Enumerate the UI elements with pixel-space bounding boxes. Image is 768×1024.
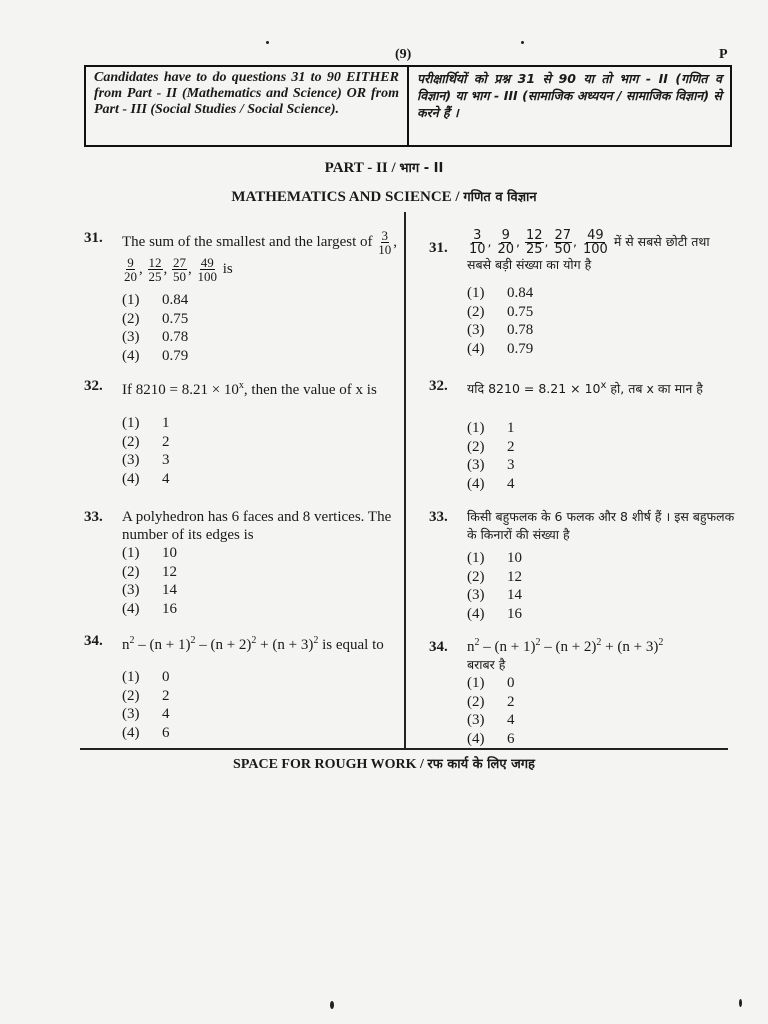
option-value: 0.75 xyxy=(507,303,534,320)
numerator: 9 xyxy=(127,255,134,270)
question-stem xyxy=(467,377,737,398)
option-label: (1) xyxy=(122,292,140,308)
option-value: 0.79 xyxy=(162,347,189,364)
expression xyxy=(467,639,663,655)
option xyxy=(467,340,533,359)
fraction xyxy=(197,256,219,283)
option-label: (1) xyxy=(122,669,140,685)
option-value: 3 xyxy=(162,452,170,468)
subject-title xyxy=(0,187,768,206)
bottom-rule xyxy=(80,748,728,750)
numerator: 27 xyxy=(173,255,186,270)
separator: , xyxy=(573,234,581,249)
option xyxy=(467,730,515,749)
exponent: 2 xyxy=(535,637,541,648)
numerator: 12 xyxy=(148,255,162,270)
part-title-hindi: भाग - II xyxy=(399,161,444,176)
option xyxy=(122,451,170,470)
option-label: (4) xyxy=(467,340,485,357)
question-number: 33. xyxy=(84,509,103,525)
option-label: (4) xyxy=(467,605,485,622)
part-title xyxy=(0,158,768,177)
question-stem: किसी बहुफलक के 6 फलक और 8 शीर्ष हैं । इस बहुफलक के किनारों की संख्या है xyxy=(467,509,735,542)
numerator: 49 xyxy=(200,255,214,270)
option-label: (2) xyxy=(122,687,140,704)
option-label: (2) xyxy=(467,303,485,320)
option-label: (3) xyxy=(122,452,140,468)
option xyxy=(122,668,170,687)
option-label: (3) xyxy=(467,322,485,338)
stem-text: हो, तब x का मान है xyxy=(606,381,703,397)
options xyxy=(467,549,522,623)
option-label: (1) xyxy=(122,415,140,431)
expression-term: – (n + 2) xyxy=(540,639,597,655)
option-value: 0 xyxy=(162,669,170,685)
option-label: (2) xyxy=(467,438,485,455)
fraction-list xyxy=(467,228,610,257)
fraction xyxy=(497,229,516,256)
option-label: (3) xyxy=(122,329,140,345)
fraction xyxy=(123,256,138,283)
option-label: (3) xyxy=(122,706,140,722)
options xyxy=(467,284,533,358)
scan-speck xyxy=(330,1001,334,1009)
fraction xyxy=(468,229,487,256)
separator: , xyxy=(139,260,147,277)
denominator: 10 xyxy=(378,242,392,257)
expression-term: – (n + 1) xyxy=(479,639,536,655)
fraction xyxy=(172,256,187,283)
option-label: (4) xyxy=(122,470,140,487)
option xyxy=(122,581,177,600)
denominator: 100 xyxy=(197,269,217,284)
rough-work-hindi: रफ कार्य के लिए जगह xyxy=(427,757,535,772)
option-value: 0.75 xyxy=(162,310,189,327)
option-label: (1) xyxy=(122,545,140,561)
option-value: 0.84 xyxy=(507,285,534,301)
option xyxy=(467,475,515,494)
option-label: (3) xyxy=(467,587,485,603)
rough-work-label xyxy=(0,754,768,773)
option-value: 4 xyxy=(507,475,515,492)
question-stem xyxy=(122,377,412,399)
subject-title-english: MATHEMATICS AND SCIENCE / xyxy=(231,189,460,205)
option-value: 10 xyxy=(162,545,177,561)
separator: , xyxy=(516,234,524,249)
stem-text: यदि 8210 = 8.21 × 10 xyxy=(467,381,601,397)
exponent: 2 xyxy=(596,637,602,648)
option-value: 2 xyxy=(507,693,515,710)
option-label: (2) xyxy=(122,563,140,580)
expression-term: n xyxy=(122,637,130,653)
option-value: 10 xyxy=(507,550,522,566)
expression-term: – (n + 2) xyxy=(195,637,252,653)
stem-text: is equal to xyxy=(318,637,384,653)
exponent: 2 xyxy=(474,637,480,648)
options xyxy=(122,544,177,618)
options xyxy=(122,414,170,488)
question-stem xyxy=(467,634,737,674)
option xyxy=(467,549,522,568)
option xyxy=(122,600,177,619)
options xyxy=(467,674,515,748)
fraction xyxy=(554,229,573,256)
numerator: 12 xyxy=(526,228,543,243)
numerator: 27 xyxy=(554,228,572,243)
question-stem xyxy=(122,632,412,654)
option-value: 14 xyxy=(507,587,522,603)
question-number: 33. xyxy=(429,509,448,525)
option xyxy=(467,438,515,457)
option-label: (4) xyxy=(467,730,485,747)
option-value: 16 xyxy=(162,600,177,617)
denominator: 25 xyxy=(526,242,543,257)
denominator: 10 xyxy=(469,242,486,257)
expression-term: + (n + 3) xyxy=(601,639,659,655)
separator: , xyxy=(393,233,397,250)
option-value: 4 xyxy=(162,470,170,487)
option-label: (1) xyxy=(467,420,485,436)
question-number: 34. xyxy=(84,633,103,649)
option-value: 6 xyxy=(507,730,515,747)
option-label: (3) xyxy=(467,712,485,728)
denominator: 100 xyxy=(583,242,608,257)
option-value: 4 xyxy=(162,706,170,722)
option xyxy=(122,705,170,724)
option xyxy=(467,321,533,340)
stem-text: में से सबसे छोटी तथा सबसे बड़ी संख्या का योग है xyxy=(467,234,710,272)
exponent: 2 xyxy=(129,635,135,646)
subject-title-hindi: गणित व विज्ञान xyxy=(463,190,537,205)
exponent: 2 xyxy=(313,635,319,646)
option-label: (3) xyxy=(122,582,140,598)
stem-text: बराबर है xyxy=(467,657,506,672)
fraction xyxy=(525,229,544,256)
exponent: x xyxy=(600,380,607,391)
options xyxy=(122,668,170,742)
option xyxy=(467,674,515,693)
numerator: 49 xyxy=(587,228,604,243)
set-code: P xyxy=(719,47,728,62)
option xyxy=(122,310,188,329)
option-label: (2) xyxy=(122,310,140,327)
option xyxy=(467,693,515,712)
option-value: 12 xyxy=(162,563,177,580)
option-label: (1) xyxy=(467,550,485,566)
numerator: 3 xyxy=(381,228,388,243)
column-divider xyxy=(404,212,406,748)
separator: , xyxy=(544,234,553,249)
exponent: 2 xyxy=(190,635,196,646)
option-value: 1 xyxy=(507,420,515,436)
stem-text: If 8210 = 8.21 × 10 xyxy=(122,382,239,398)
question-number: 31. xyxy=(84,230,103,246)
option-label: (2) xyxy=(122,433,140,450)
denominator: 50 xyxy=(173,269,186,284)
exponent: x xyxy=(238,380,244,391)
option-value: 4 xyxy=(507,712,515,728)
rough-work-english: SPACE FOR ROUGH WORK / xyxy=(233,757,424,772)
option xyxy=(467,605,522,624)
question-stem xyxy=(467,229,737,274)
expression xyxy=(122,637,318,653)
option xyxy=(467,284,533,303)
exponent: 2 xyxy=(251,635,257,646)
numerator: 9 xyxy=(501,228,510,243)
separator: , xyxy=(487,234,496,249)
option-value: 16 xyxy=(507,605,522,622)
numerator: 3 xyxy=(473,228,482,243)
option xyxy=(467,456,515,475)
option-value: 12 xyxy=(507,568,522,585)
expression-term: n xyxy=(467,639,475,655)
option-value: 0.78 xyxy=(507,322,534,338)
option-label: (4) xyxy=(122,600,140,617)
separator: , xyxy=(188,260,196,277)
stem-text: , then the value of x is xyxy=(243,382,377,398)
option-label: (4) xyxy=(122,347,140,364)
instruction-box xyxy=(84,65,732,147)
option xyxy=(122,687,170,706)
option xyxy=(122,347,188,366)
option-label: (2) xyxy=(467,568,485,585)
fraction xyxy=(582,229,609,256)
question-number: 31. xyxy=(429,240,448,256)
question-stem xyxy=(122,229,412,283)
option xyxy=(122,544,177,563)
option-value: 1 xyxy=(162,415,170,431)
separator: , xyxy=(163,260,171,277)
instruction-hindi: परीक्षार्थियों को प्रश्न 31 से 90 या तो भाग - II (गणित व विज्ञान) या भाग - III (सामाजिक अध्ययन / सामाजिक विज्ञान) से करने हैं । xyxy=(417,71,722,120)
option-label: (1) xyxy=(467,285,485,301)
option-label: (4) xyxy=(122,724,140,741)
options xyxy=(122,291,188,365)
option-label: (2) xyxy=(467,693,485,710)
stem-text: is xyxy=(222,260,233,277)
question-number: 32. xyxy=(84,378,103,394)
option-label: (4) xyxy=(467,475,485,492)
option-label: (1) xyxy=(467,675,485,691)
stem-text: The sum of the smallest and the largest of xyxy=(122,233,373,250)
option xyxy=(467,568,522,587)
option-value: 0.78 xyxy=(162,329,189,345)
instruction-english: Candidates have to do questions 31 to 90 EITHER from Part - II (Mathematics and Science) OR from Part - III (Social Studies / Social Science). xyxy=(86,67,409,145)
denominator: 25 xyxy=(148,269,162,284)
denominator: 50 xyxy=(554,242,572,257)
option xyxy=(467,419,515,438)
option xyxy=(467,586,522,605)
option xyxy=(467,711,515,730)
option xyxy=(122,414,170,433)
option-value: 0.84 xyxy=(162,292,189,308)
option-value: 0 xyxy=(507,675,515,691)
option xyxy=(122,433,170,452)
option-value: 3 xyxy=(507,457,515,473)
option-value: 14 xyxy=(162,582,177,598)
option-value: 0.79 xyxy=(507,340,534,357)
page-number: (9) xyxy=(395,47,412,62)
expression-term: + (n + 3) xyxy=(256,637,314,653)
denominator: 20 xyxy=(124,269,137,284)
scan-speck xyxy=(739,999,742,1007)
option xyxy=(122,291,188,310)
expression-term: – (n + 1) xyxy=(134,637,191,653)
question-stem: A polyhedron has 6 faces and 8 vertices. The number of its edges is xyxy=(122,509,392,543)
scan-speck xyxy=(521,41,524,44)
option xyxy=(122,328,188,347)
option-value: 2 xyxy=(162,433,170,450)
option xyxy=(122,470,170,489)
option-value: 2 xyxy=(162,687,170,704)
option-value: 6 xyxy=(162,724,170,741)
option xyxy=(122,724,170,743)
question-number: 34. xyxy=(429,639,448,655)
fraction xyxy=(377,229,392,256)
fraction xyxy=(148,256,163,283)
denominator: 20 xyxy=(497,242,515,257)
part-title-english: PART - II / xyxy=(324,160,396,176)
exponent: 2 xyxy=(658,637,664,648)
scan-speck xyxy=(266,41,269,44)
options xyxy=(467,419,515,493)
option xyxy=(467,303,533,322)
question-number: 32. xyxy=(429,378,448,394)
option-value: 2 xyxy=(507,438,515,455)
option-label: (3) xyxy=(467,457,485,473)
option xyxy=(122,563,177,582)
